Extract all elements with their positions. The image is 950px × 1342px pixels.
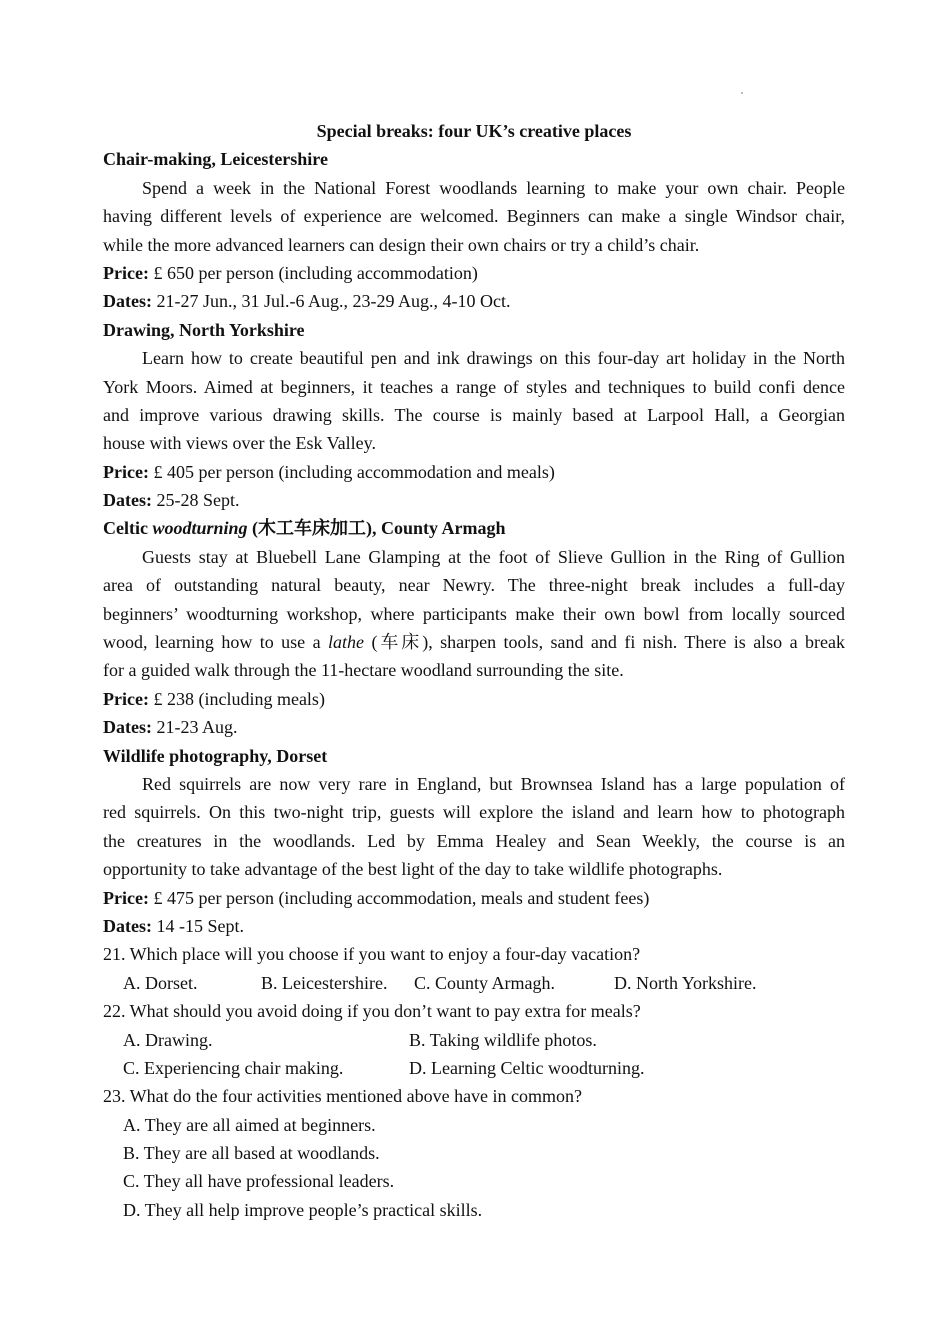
body-line xyxy=(103,373,845,401)
price-line xyxy=(103,259,845,287)
option-row xyxy=(103,1139,845,1167)
text-part: red squirrels. On this two-night trip, guests will explore the island and learn how to photograph xyxy=(103,802,845,823)
dates-label: Dates: xyxy=(103,291,152,312)
text-part: Spend a week in the National Forest woodlands learning to make your own chair. People xyxy=(142,177,845,198)
document xyxy=(103,117,845,1224)
body-line xyxy=(103,202,845,230)
body-line xyxy=(103,600,845,628)
heading-part: (木工车床加工), County Armagh xyxy=(247,518,506,539)
dates-value: 25-28 Sept. xyxy=(151,490,240,511)
text-part: and improve various drawing skills. The course is mainly based at Larpool Hall, a Georgian xyxy=(103,404,845,425)
price-label: Price: xyxy=(103,887,149,908)
answer-option: D. They all help improve people’s practical skills. xyxy=(123,1199,483,1220)
question-stem: 21. Which place will you choose if you want to enjoy a four-day vacation? xyxy=(103,944,641,965)
body-line xyxy=(103,656,845,684)
answer-option: B. They are all based at woodlands. xyxy=(123,1143,380,1164)
body-line xyxy=(103,543,845,571)
text-part: having different levels of experience are welcomed. Beginners can make a single Windsor chair, xyxy=(103,206,845,227)
price-label: Price: xyxy=(103,461,149,482)
heading-part: woodturning xyxy=(152,518,248,539)
answer-option: D. North Yorkshire. xyxy=(614,972,757,993)
body-line xyxy=(103,628,845,656)
question-stem: 22. What should you avoid doing if you don’t want to pay extra for meals? xyxy=(103,1001,641,1022)
text-part: Guests stay at Bluebell Lane Glamping at the foot of Slieve Gullion in the Ring of Gullion xyxy=(142,546,845,567)
answer-option: B. Taking wildlife photos. xyxy=(409,1029,597,1050)
option-row xyxy=(103,969,845,997)
body-line xyxy=(103,174,845,202)
body-line xyxy=(103,827,845,855)
option-row xyxy=(103,1111,845,1139)
price-value: £ 405 per person (including accommodation and meals) xyxy=(148,461,555,482)
body-line xyxy=(103,798,845,826)
price-value: £ 650 per person (including accommodation) xyxy=(148,262,478,283)
dates-line xyxy=(103,287,845,315)
dates-value: 21-23 Aug. xyxy=(151,717,238,738)
price-label: Price: xyxy=(103,262,149,283)
answer-option: C. They all have professional leaders. xyxy=(123,1171,395,1192)
text-part: (车床), sharpen tools, sand and fi nish. There is also a break xyxy=(364,632,845,653)
answer-option: C. County Armagh. xyxy=(414,972,556,993)
dates-value: 14 -15 Sept. xyxy=(151,915,244,936)
price-line xyxy=(103,458,845,486)
body-line xyxy=(103,770,845,798)
body-line xyxy=(103,429,845,457)
body-line xyxy=(103,401,845,429)
text-part: lathe xyxy=(328,632,365,653)
body-line xyxy=(103,231,845,259)
text-part: opportunity to take advantage of the best light of the day to take wildlife photographs. xyxy=(103,859,723,880)
section-heading xyxy=(103,742,845,770)
body-line xyxy=(103,344,845,372)
text-part: while the more advanced learners can design their own chairs or try a child’s chair. xyxy=(103,234,700,255)
answer-option: A. Dorset. xyxy=(123,972,198,993)
heading-part: Chair-making, Leicestershire xyxy=(103,149,328,170)
dates-line xyxy=(103,912,845,940)
text-part: area of outstanding natural beauty, near Newry. The three-night break includes a full-day xyxy=(103,575,845,596)
question-stem: 23. What do the four activities mentioned above have in common? xyxy=(103,1086,583,1107)
option-row xyxy=(103,1026,845,1054)
document-title: Special breaks: four UK’s creative places xyxy=(316,121,632,141)
price-value: £ 475 per person (including accommodation, meals and student fees) xyxy=(148,887,650,908)
text-part: the creatures in the woodlands. Led by Emma Healey and Sean Weekly, the course is an xyxy=(103,830,845,851)
heading-part: Drawing, North Yorkshire xyxy=(103,319,305,340)
dates-value: 21-27 Jun., 31 Jul.-6 Aug., 23-29 Aug., 4-10 Oct. xyxy=(151,291,511,312)
option-row xyxy=(103,1054,845,1082)
section-heading xyxy=(103,514,845,542)
price-value: £ 238 (including meals) xyxy=(148,688,325,709)
stray-mark xyxy=(741,92,743,94)
dates-label: Dates: xyxy=(103,915,152,936)
price-line xyxy=(103,884,845,912)
text-part: Red squirrels are now very rare in England, but Brownsea Island has a large population of xyxy=(142,773,845,794)
section-heading xyxy=(103,316,845,344)
dates-label: Dates: xyxy=(103,717,152,738)
body-line xyxy=(103,855,845,883)
option-row xyxy=(103,1196,845,1224)
price-line xyxy=(103,685,845,713)
dates-line xyxy=(103,713,845,741)
option-row xyxy=(103,1167,845,1195)
section-heading xyxy=(103,145,845,173)
heading-part: Wildlife photography, Dorset xyxy=(103,745,328,766)
text-part: for a guided walk through the 11-hectare woodland surrounding the site. xyxy=(103,660,624,681)
answer-option: A. Drawing. xyxy=(123,1029,213,1050)
answer-option: D. Learning Celtic woodturning. xyxy=(409,1057,645,1078)
heading-part: Celtic xyxy=(103,518,153,539)
answer-option: B. Leicestershire. xyxy=(261,972,388,993)
text-part: wood, learning how to use a xyxy=(103,632,329,653)
price-label: Price: xyxy=(103,688,149,709)
text-part: York Moors. Aimed at beginners, it teaches a range of styles and techniques to build confi dence xyxy=(103,376,845,397)
dates-label: Dates: xyxy=(103,490,152,511)
text-part: house with views over the Esk Valley. xyxy=(103,433,376,454)
answer-option: C. Experiencing chair making. xyxy=(123,1057,344,1078)
text-part: Learn how to create beautiful pen and ink drawings on this four-day art holiday in the North xyxy=(142,348,845,369)
answer-option: A. They are all aimed at beginners. xyxy=(123,1114,376,1135)
text-part: beginners’ woodturning workshop, where participants make their own bowl from locally sourced xyxy=(103,603,845,624)
dates-line xyxy=(103,486,845,514)
body-line xyxy=(103,571,845,599)
